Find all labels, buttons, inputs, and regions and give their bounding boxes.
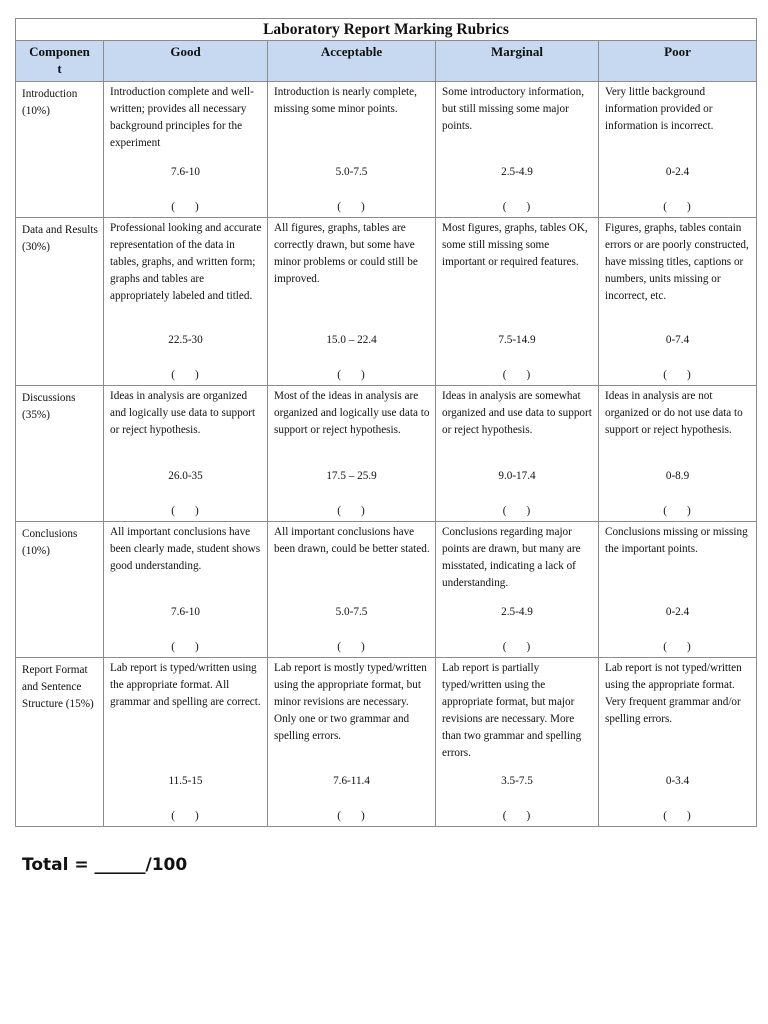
criterion-description: All figures, graphs, tables are correctly drawn, but some have minor problems or could still be improved. (274, 222, 418, 285)
criterion-description: Conclusions missing or missing the important points. (605, 526, 748, 555)
header-good: Good (104, 41, 268, 82)
criterion-description: Most figures, graphs, tables OK, some still missing some important or required features. (442, 222, 588, 268)
score-range: 7.6-10 (171, 606, 200, 618)
criterion-acceptable (268, 522, 436, 658)
score-blank[interactable]: ( ) (502, 810, 532, 822)
score-range: 7.6-10 (171, 166, 200, 178)
score-range: 0-3.4 (665, 775, 690, 787)
criterion-description: Very little background information provided or information is incorrect. (605, 86, 714, 132)
score-range: 26.0-35 (168, 470, 203, 482)
rubric-title: Laboratory Report Marking Rubrics (16, 19, 757, 41)
component-label: Conclusions (10%) (16, 522, 104, 658)
criterion-marginal (436, 658, 599, 827)
component-label: Report Format and Sentence Structure (15%) (16, 658, 104, 827)
criterion-good (104, 522, 268, 658)
score-blank[interactable]: ( ) (337, 505, 366, 517)
criterion-acceptable (268, 658, 436, 827)
criterion-description: Lab report is typed/written using the appropriate format. All grammar and spelling are correct. (110, 662, 261, 708)
criterion-description: Professional looking and accurate representation of the data in tables, graphs, and written form; graphs and tables are appropriately labeled and titled. (110, 222, 262, 302)
criterion-good (104, 386, 268, 522)
criterion-acceptable (268, 218, 436, 386)
score-range: 17.5 – 25.9 (326, 470, 377, 482)
score-range: 0-8.9 (665, 470, 690, 482)
criterion-good (104, 82, 268, 218)
rubric-row (16, 658, 757, 827)
score-range: 5.0-7.5 (335, 166, 368, 178)
criterion-description: All important conclusions have been drawn, could be better stated. (274, 526, 430, 555)
criterion-description: Ideas in analysis are not organized or do not use data to support or reject hypothesis. (605, 390, 743, 436)
criterion-good (104, 658, 268, 827)
criterion-marginal (436, 386, 599, 522)
component-label: Introduction (10%) (16, 82, 104, 218)
component-label: Data and Results (30%) (16, 218, 104, 386)
score-range: 0-2.4 (665, 166, 690, 178)
score-range: 11.5-15 (168, 775, 203, 787)
score-blank[interactable]: ( ) (663, 810, 692, 822)
criterion-poor (599, 218, 757, 386)
rubric-table (15, 18, 757, 827)
score-blank[interactable]: ( ) (502, 201, 532, 213)
criterion-description: Most of the ideas in analysis are organized and logically use data to support or reject hypothesis. (274, 390, 430, 436)
score-blank[interactable]: ( ) (171, 641, 200, 653)
score-blank[interactable]: ( ) (337, 201, 366, 213)
criterion-poor (599, 658, 757, 827)
criterion-marginal (436, 522, 599, 658)
header-marginal: Marginal (436, 41, 599, 82)
criterion-description: Lab report is partially typed/written using the appropriate format, but major revisions are necessary. More than two grammar and spelling errors. (442, 662, 582, 759)
score-blank[interactable]: ( ) (171, 810, 200, 822)
criterion-description: Introduction is nearly complete, missing some minor points. (274, 86, 417, 115)
score-range: 7.6-11.4 (333, 775, 370, 787)
score-blank[interactable]: ( ) (171, 369, 200, 381)
criterion-acceptable (268, 386, 436, 522)
score-range: 9.0-17.4 (498, 470, 536, 482)
criterion-description: Lab report is not typed/written using the appropriate format. Very frequent grammar and/or spelling errors. (605, 662, 742, 725)
criterion-description: All important conclusions have been clearly made, student shows good understanding. (110, 526, 261, 572)
criterion-acceptable (268, 82, 436, 218)
score-range: 15.0 – 22.4 (326, 334, 377, 346)
header-acceptable: Acceptable (268, 41, 436, 82)
score-range: 2.5-4.9 (501, 166, 533, 178)
rubric-row (16, 386, 757, 522)
criterion-marginal (436, 218, 599, 386)
score-blank[interactable]: ( ) (502, 505, 532, 517)
score-blank[interactable]: ( ) (663, 641, 692, 653)
criterion-description: Some introductory information, but still missing some major points. (442, 86, 584, 132)
criterion-poor (599, 82, 757, 218)
score-blank[interactable]: ( ) (337, 810, 366, 822)
score-blank[interactable]: ( ) (502, 641, 532, 653)
criterion-poor (599, 386, 757, 522)
score-range: 0-2.4 (665, 606, 690, 618)
criterion-description: Conclusions regarding major points are drawn, but many are misstated, indicating a lack of understanding. (442, 526, 581, 589)
criterion-description: Figures, graphs, tables contain errors or are poorly constructed, have missing titles, captions or numbers, units missing or incorrect, etc. (605, 222, 749, 302)
criterion-description: Ideas in analysis are somewhat organized and use data to support or reject hypothesis. (442, 390, 592, 436)
score-blank[interactable]: ( ) (502, 369, 532, 381)
total-line: Total = ______/100 (22, 855, 188, 875)
score-blank[interactable]: ( ) (171, 201, 200, 213)
rubric-row (16, 82, 757, 218)
score-blank[interactable]: ( ) (663, 505, 692, 517)
score-range: 0-7.4 (665, 334, 690, 346)
score-blank[interactable]: ( ) (171, 505, 200, 517)
component-label: Discussions (35%) (16, 386, 104, 522)
criterion-marginal (436, 82, 599, 218)
rubric-row (16, 218, 757, 386)
score-range: 22.5-30 (168, 334, 203, 346)
score-range: 7.5-14.9 (498, 334, 536, 346)
score-blank[interactable]: ( ) (663, 201, 692, 213)
score-blank[interactable]: ( ) (663, 369, 692, 381)
score-range: 2.5-4.9 (501, 606, 533, 618)
score-range: 5.0-7.5 (335, 606, 368, 618)
header-poor: Poor (599, 41, 757, 82)
header-component: Componen t (16, 41, 104, 82)
criterion-description: Lab report is mostly typed/written using the appropriate format, but minor revisions are necessary. Only one or two grammar and spelling errors. (274, 662, 427, 742)
score-blank[interactable]: ( ) (337, 369, 366, 381)
criterion-poor (599, 522, 757, 658)
criterion-description: Introduction complete and well-written; provides all necessary background principles for the experiment (110, 86, 254, 149)
score-range: 3.5-7.5 (501, 775, 533, 787)
rubric-row (16, 522, 757, 658)
score-blank[interactable]: ( ) (337, 641, 366, 653)
criterion-good (104, 218, 268, 386)
header-row (16, 41, 757, 82)
criterion-description: Ideas in analysis are organized and logically use data to support or reject hypothesis. (110, 390, 256, 436)
